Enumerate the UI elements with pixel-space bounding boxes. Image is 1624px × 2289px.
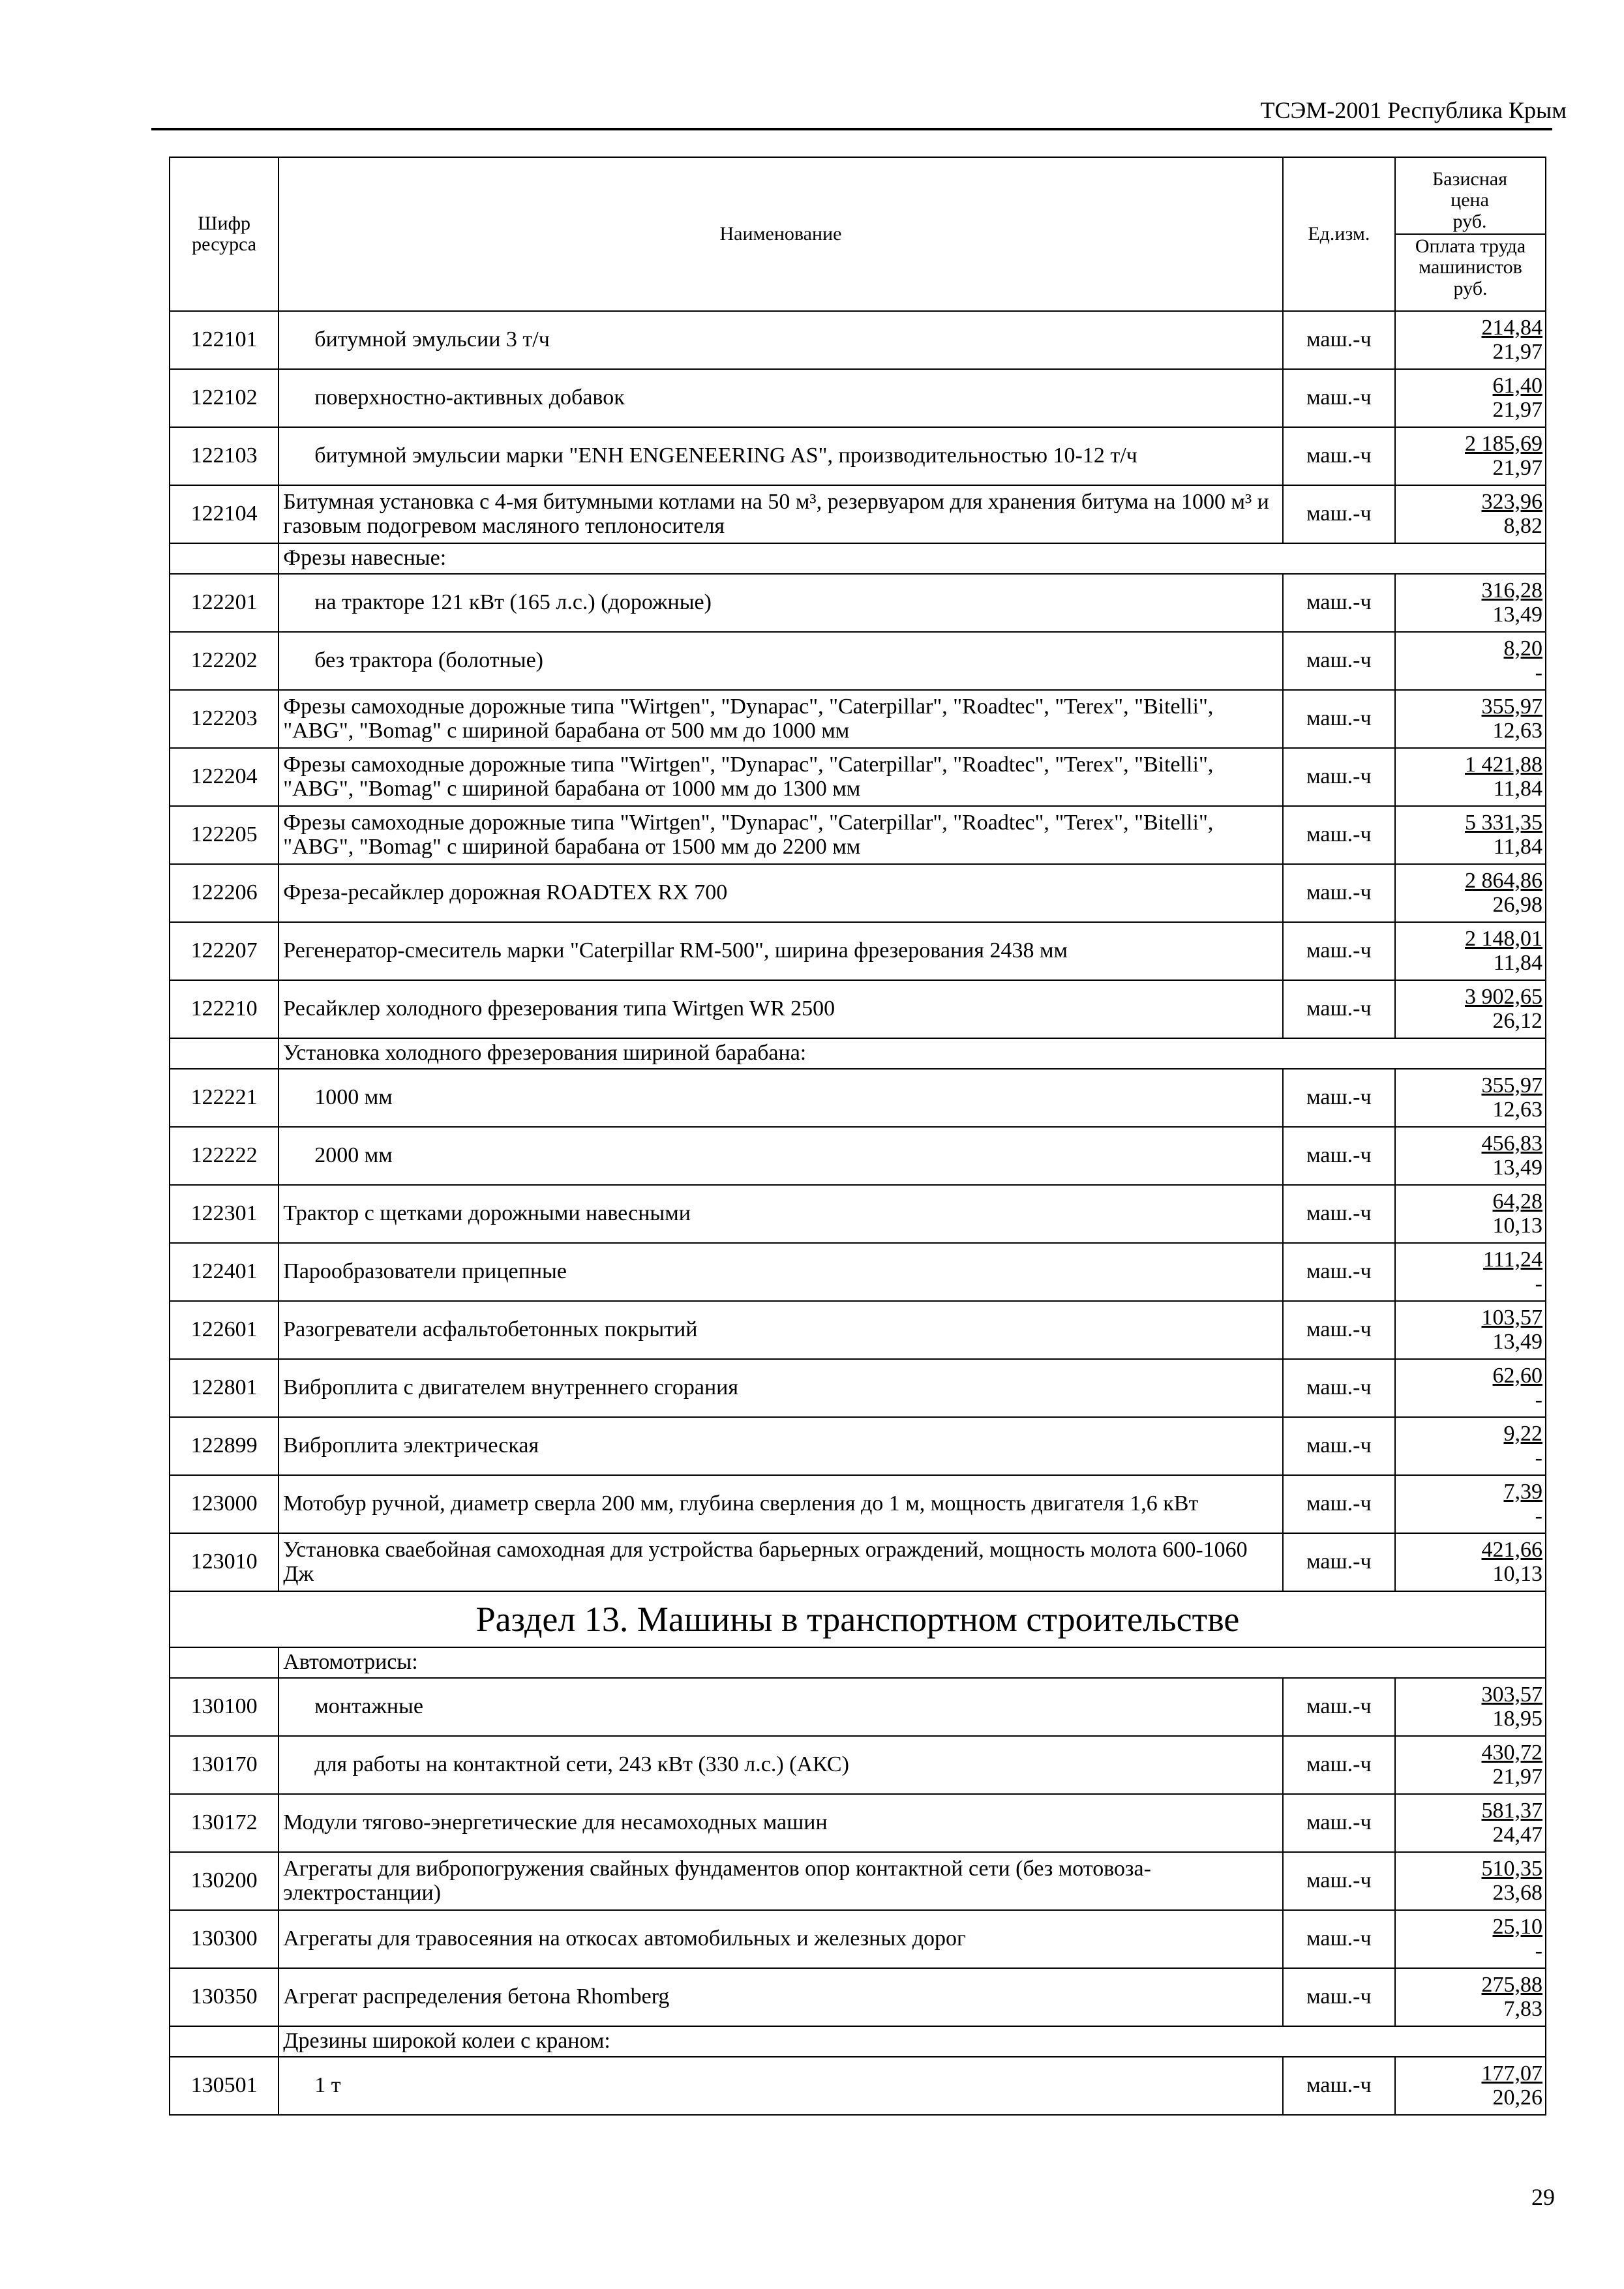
resource-unit: маш.-ч	[1283, 369, 1395, 427]
group-row	[170, 1038, 1546, 1069]
resource-price	[1395, 485, 1546, 543]
resource-price	[1395, 1301, 1546, 1359]
group-code-cell	[170, 2026, 278, 2057]
resource-unit: маш.-ч	[1283, 1968, 1395, 2026]
page-number: 29	[1531, 2184, 1555, 2210]
table-row	[170, 1069, 1546, 1127]
header-code-line1: Шифр	[198, 212, 251, 234]
table-row	[170, 1243, 1546, 1301]
base-price: 61,40	[1492, 373, 1542, 398]
base-price: 214,84	[1481, 315, 1542, 340]
labor-cost: 26,98	[1492, 892, 1542, 917]
base-price: 355,97	[1481, 1073, 1542, 1098]
table-row	[170, 1359, 1546, 1417]
labor-cost: 7,83	[1503, 1996, 1542, 2021]
table-row	[170, 311, 1546, 369]
base-price: 510,35	[1481, 1856, 1542, 1881]
resource-name: поверхностно-активных добавок	[278, 369, 1282, 427]
resource-price	[1395, 980, 1546, 1038]
resource-code: 130501	[170, 2057, 278, 2115]
labor-cost: 26,12	[1492, 1008, 1542, 1033]
resource-price	[1395, 1127, 1546, 1185]
table-row	[170, 1185, 1546, 1243]
resource-code: 122102	[170, 369, 278, 427]
labor-cost: 24,47	[1492, 1822, 1542, 1847]
base-price: 25,10	[1492, 1914, 1542, 1939]
document-header-title: ТСЭМ-2001 Республика Крым	[1260, 97, 1567, 123]
resource-code: 122104	[170, 485, 278, 543]
group-row	[170, 2026, 1546, 2057]
group-name: Фрезы навесные:	[278, 543, 1546, 574]
base-price: 1 421,88	[1465, 752, 1542, 777]
resource-price	[1395, 1359, 1546, 1417]
table-row	[170, 1533, 1546, 1591]
resource-code: 122207	[170, 922, 278, 980]
resource-unit: маш.-ч	[1283, 1910, 1395, 1968]
resource-name: Мотобур ручной, диаметр сверла 200 мм, глубина сверления до 1 м, мощность двигателя 1,6 кВт	[278, 1475, 1282, 1533]
resource-code: 122205	[170, 806, 278, 864]
labor-cost: -	[1535, 1503, 1542, 1528]
header-code-line2: ресурса	[192, 233, 257, 255]
resource-price	[1395, 922, 1546, 980]
resource-code: 122210	[170, 980, 278, 1038]
header-name: Наименование	[278, 157, 1282, 311]
labor-cost: 8,82	[1503, 513, 1542, 538]
resource-code: 122899	[170, 1417, 278, 1475]
resource-name: Виброплита электрическая	[278, 1417, 1282, 1475]
resource-name: Фрезы самоходные дорожные типа "Wirtgen", "Dynapac", "Caterpillar", "Roadtec", "Terex", "Bitelli", "ABG", "Bomag" с шириной барабана от 500 мм до 1000 мм	[278, 690, 1282, 748]
resource-price	[1395, 2057, 1546, 2115]
base-price: 2 864,86	[1465, 868, 1542, 893]
resource-code: 122203	[170, 690, 278, 748]
labor-cost: 23,68	[1492, 1880, 1542, 1905]
resource-name: для работы на контактной сети, 243 кВт (330 л.с.) (АКС)	[278, 1736, 1282, 1794]
resource-name: Виброплита с двигателем внутреннего сгорания	[278, 1359, 1282, 1417]
resource-name: 1000 мм	[278, 1069, 1282, 1127]
base-price: 9,22	[1503, 1421, 1542, 1446]
resource-unit: маш.-ч	[1283, 922, 1395, 980]
header-price-labor: Оплата труда машинистов руб.	[1415, 235, 1526, 299]
resource-price	[1395, 369, 1546, 427]
base-price: 5 331,35	[1465, 810, 1542, 835]
resource-name: Битумная установка с 4-мя битумными котлами на 50 м³, резервуаром для хранения битума на 1000 м³ и газовым подогревом масляного теплоносителя	[278, 485, 1282, 543]
base-price: 581,37	[1481, 1798, 1542, 1823]
labor-cost: -	[1535, 1271, 1542, 1296]
base-price: 62,60	[1492, 1363, 1542, 1388]
resource-code: 122202	[170, 632, 278, 690]
resource-unit: маш.-ч	[1283, 1243, 1395, 1301]
resource-code: 130300	[170, 1910, 278, 1968]
resource-price	[1395, 806, 1546, 864]
resource-code: 122101	[170, 311, 278, 369]
resource-unit: маш.-ч	[1283, 1794, 1395, 1852]
labor-cost: 18,95	[1492, 1706, 1542, 1731]
resource-name: Парообразователи прицепные	[278, 1243, 1282, 1301]
resource-unit: маш.-ч	[1283, 1359, 1395, 1417]
labor-cost: -	[1535, 1387, 1542, 1412]
table-row	[170, 1794, 1546, 1852]
base-price: 421,66	[1481, 1537, 1542, 1562]
group-row	[170, 1647, 1546, 1678]
group-name: Автомотрисы:	[278, 1647, 1546, 1678]
resource-name: на тракторе 121 кВт (165 л.с.) (дорожные)	[278, 574, 1282, 632]
resource-code: 130350	[170, 1968, 278, 2026]
resource-name: Ресайклер холодного фрезерования типа Wirtgen WR 2500	[278, 980, 1282, 1038]
labor-cost: 21,97	[1492, 1764, 1542, 1789]
header-unit: Ед.изм.	[1283, 157, 1395, 311]
resource-name: битумной эмульсии марки "ENH ENGENEERING AS", производительностью 10-12 т/ч	[278, 427, 1282, 485]
resource-price	[1395, 690, 1546, 748]
table-row	[170, 922, 1546, 980]
labor-cost: -	[1535, 1445, 1542, 1470]
labor-cost: 21,97	[1492, 397, 1542, 422]
labor-cost: 12,63	[1492, 718, 1542, 743]
resource-code: 122204	[170, 748, 278, 806]
resource-price	[1395, 1417, 1546, 1475]
resource-price	[1395, 1736, 1546, 1794]
resource-name: Фрезы самоходные дорожные типа "Wirtgen", "Dynapac", "Caterpillar", "Roadtec", "Terex", "Bitelli", "ABG", "Bomag" с шириной барабана от 1000 мм до 1300 мм	[278, 748, 1282, 806]
base-price: 8,20	[1503, 636, 1542, 661]
labor-cost: 21,97	[1492, 455, 1542, 480]
resource-price	[1395, 1475, 1546, 1533]
table-row	[170, 1910, 1546, 1968]
labor-cost: 11,84	[1493, 776, 1542, 801]
resource-code: 130200	[170, 1852, 278, 1910]
resource-code: 122206	[170, 864, 278, 922]
resource-price	[1395, 1910, 1546, 1968]
base-price: 456,83	[1481, 1131, 1542, 1156]
labor-cost: 13,49	[1492, 1329, 1542, 1354]
resource-code: 122201	[170, 574, 278, 632]
table-row	[170, 690, 1546, 748]
resource-price	[1395, 1533, 1546, 1591]
base-price: 177,07	[1481, 2061, 1542, 2086]
base-price: 111,24	[1483, 1247, 1542, 1272]
resource-name: 2000 мм	[278, 1127, 1282, 1185]
resource-name: Установка сваебойная самоходная для устройства барьерных ограждений, мощность молота 600-1060 Дж	[278, 1533, 1282, 1591]
resource-price	[1395, 632, 1546, 690]
resource-code: 130100	[170, 1678, 278, 1736]
labor-cost: 13,49	[1492, 602, 1542, 627]
resource-name: битумной эмульсии 3 т/ч	[278, 311, 1282, 369]
base-price: 303,57	[1481, 1682, 1542, 1707]
labor-cost: -	[1535, 660, 1542, 685]
group-code-cell	[170, 1647, 278, 1678]
resource-price	[1395, 311, 1546, 369]
table-row	[170, 427, 1546, 485]
base-price: 7,39	[1503, 1479, 1542, 1504]
base-price: 64,28	[1492, 1189, 1542, 1214]
section-title: Раздел 13. Машины в транспортном строительстве	[170, 1591, 1546, 1647]
group-code-cell	[170, 1038, 278, 1069]
resource-price	[1395, 1852, 1546, 1910]
resource-name: монтажные	[278, 1678, 1282, 1736]
labor-cost: 10,13	[1492, 1213, 1542, 1238]
group-name: Дрезины широкой колеи с краном:	[278, 2026, 1546, 2057]
resource-unit: маш.-ч	[1283, 1533, 1395, 1591]
resource-unit: маш.-ч	[1283, 632, 1395, 690]
resource-name: без трактора (болотные)	[278, 632, 1282, 690]
table-row	[170, 485, 1546, 543]
resource-code: 130170	[170, 1736, 278, 1794]
resource-unit: маш.-ч	[1283, 1185, 1395, 1243]
resource-code: 122301	[170, 1185, 278, 1243]
table-row	[170, 1736, 1546, 1794]
resource-name: Агрегат распределения бетона Rhomberg	[278, 1968, 1282, 2026]
base-price: 323,96	[1481, 489, 1542, 514]
resource-unit: маш.-ч	[1283, 1678, 1395, 1736]
table-row	[170, 574, 1546, 632]
resource-unit: маш.-ч	[1283, 1127, 1395, 1185]
resource-unit: маш.-ч	[1283, 748, 1395, 806]
resource-name: Фреза-ресайклер дорожная ROADTEX RX 700	[278, 864, 1282, 922]
resource-unit: маш.-ч	[1283, 1736, 1395, 1794]
labor-cost: 12,63	[1492, 1097, 1542, 1122]
group-code-cell	[170, 543, 278, 574]
group-row	[170, 543, 1546, 574]
table-row	[170, 1678, 1546, 1736]
resource-name: Регенератор-смеситель марки "Caterpillar RM-500", ширина фрезерования 2438 мм	[278, 922, 1282, 980]
header-price	[1395, 157, 1546, 311]
resource-unit: маш.-ч	[1283, 1301, 1395, 1359]
resource-table	[169, 157, 1546, 2116]
resource-price	[1395, 748, 1546, 806]
resource-name: Агрегаты для вибропогружения свайных фундаментов опор контактной сети (без мотовоза-электростанции)	[278, 1852, 1282, 1910]
table-row	[170, 980, 1546, 1038]
labor-cost: 20,26	[1492, 2085, 1542, 2110]
base-price: 430,72	[1481, 1740, 1542, 1765]
resource-name: Разогреватели асфальтобетонных покрытий	[278, 1301, 1282, 1359]
resource-code: 123010	[170, 1533, 278, 1591]
base-price: 316,28	[1481, 578, 1542, 603]
resource-code: 123000	[170, 1475, 278, 1533]
resource-price	[1395, 574, 1546, 632]
resource-unit: маш.-ч	[1283, 1417, 1395, 1475]
table-row	[170, 1127, 1546, 1185]
header-code	[170, 157, 278, 311]
base-price: 275,88	[1481, 1972, 1542, 1997]
resource-price	[1395, 1069, 1546, 1127]
resource-price	[1395, 1794, 1546, 1852]
resource-name: Агрегаты для травосеяния на откосах автомобильных и железных дорог	[278, 1910, 1282, 1968]
table-row	[170, 1301, 1546, 1359]
labor-cost: 10,13	[1492, 1561, 1542, 1586]
resource-name: Трактор с щетками дорожными навесными	[278, 1185, 1282, 1243]
labor-cost: 21,97	[1492, 339, 1542, 364]
header-rule	[151, 128, 1552, 130]
base-price: 2 148,01	[1465, 926, 1542, 951]
table-row	[170, 1475, 1546, 1533]
resource-unit: маш.-ч	[1283, 1475, 1395, 1533]
resource-unit: маш.-ч	[1283, 690, 1395, 748]
labor-cost: -	[1535, 1938, 1542, 1963]
resource-code: 122801	[170, 1359, 278, 1417]
resource-code: 122221	[170, 1069, 278, 1127]
resource-code: 122103	[170, 427, 278, 485]
resource-unit: маш.-ч	[1283, 1852, 1395, 1910]
resource-price	[1395, 1185, 1546, 1243]
table-row	[170, 369, 1546, 427]
resource-unit: маш.-ч	[1283, 574, 1395, 632]
table-row	[170, 806, 1546, 864]
table-row	[170, 748, 1546, 806]
base-price: 2 185,69	[1465, 431, 1542, 456]
table-row	[170, 1417, 1546, 1475]
resource-price	[1395, 427, 1546, 485]
resource-code: 122601	[170, 1301, 278, 1359]
table-row	[170, 2057, 1546, 2115]
resource-price	[1395, 1678, 1546, 1736]
resource-unit: маш.-ч	[1283, 427, 1395, 485]
header-price-base: Базисная цена руб.	[1395, 168, 1546, 235]
resource-code: 122401	[170, 1243, 278, 1301]
table-row	[170, 632, 1546, 690]
resource-price	[1395, 864, 1546, 922]
labor-cost: 13,49	[1492, 1155, 1542, 1180]
section-row	[170, 1591, 1546, 1647]
base-price: 3 902,65	[1465, 984, 1542, 1009]
table-row	[170, 864, 1546, 922]
resource-name: 1 т	[278, 2057, 1282, 2115]
resource-unit: маш.-ч	[1283, 806, 1395, 864]
resource-price	[1395, 1243, 1546, 1301]
resource-unit: маш.-ч	[1283, 980, 1395, 1038]
base-price: 103,57	[1481, 1305, 1542, 1330]
resource-unit: маш.-ч	[1283, 2057, 1395, 2115]
resource-name: Модули тягово-энергетические для несамоходных машин	[278, 1794, 1282, 1852]
resource-unit: маш.-ч	[1283, 1069, 1395, 1127]
base-price: 355,97	[1481, 694, 1542, 719]
resource-unit: маш.-ч	[1283, 485, 1395, 543]
resource-code: 130172	[170, 1794, 278, 1852]
table-row	[170, 1852, 1546, 1910]
resource-name: Фрезы самоходные дорожные типа "Wirtgen", "Dynapac", "Caterpillar", "Roadtec", "Terex", "Bitelli", "ABG", "Bomag" с шириной барабана от 1500 мм до 2200 мм	[278, 806, 1282, 864]
resource-code: 122222	[170, 1127, 278, 1185]
table-header-row	[170, 157, 1546, 311]
labor-cost: 11,84	[1493, 950, 1542, 975]
resource-price	[1395, 1968, 1546, 2026]
resource-unit: маш.-ч	[1283, 311, 1395, 369]
labor-cost: 11,84	[1493, 834, 1542, 859]
table-body	[170, 311, 1546, 2115]
resource-unit: маш.-ч	[1283, 864, 1395, 922]
group-name: Установка холодного фрезерования шириной барабана:	[278, 1038, 1546, 1069]
table-row	[170, 1968, 1546, 2026]
